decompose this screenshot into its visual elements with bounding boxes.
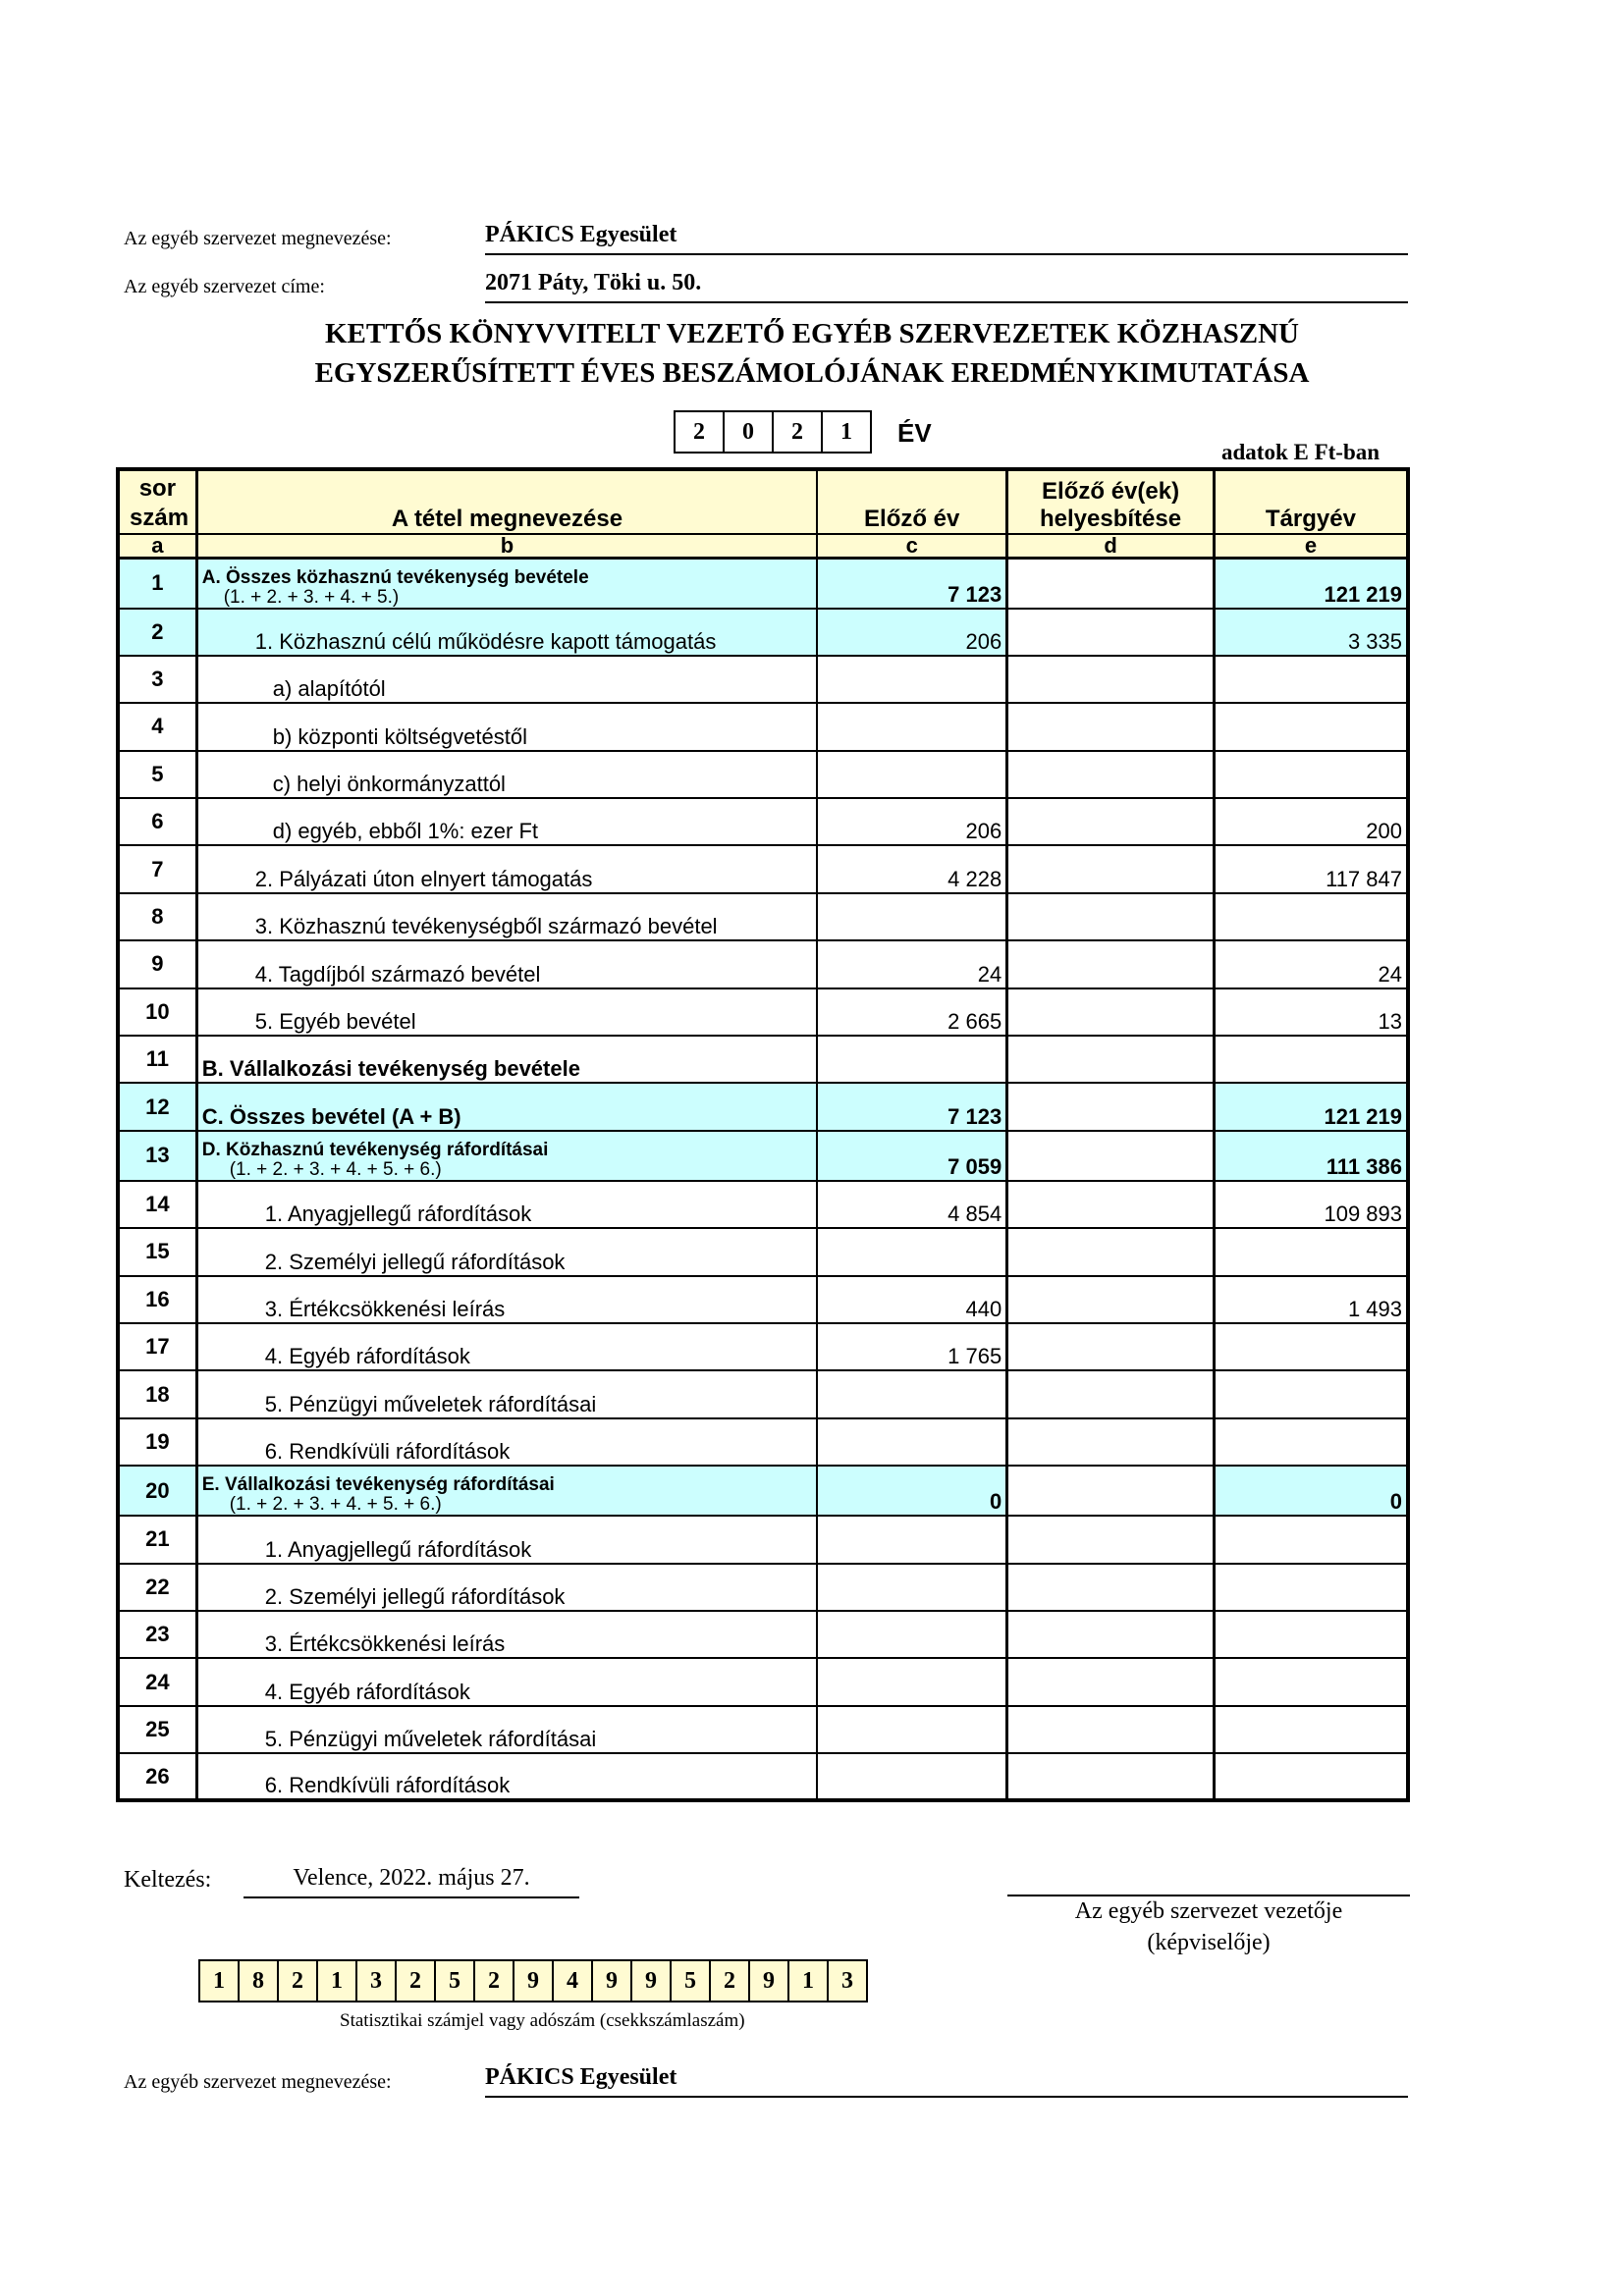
table-row	[118, 1036, 1408, 1083]
stat-digit: 2	[277, 1959, 318, 2002]
stat-digit: 2	[473, 1959, 514, 2002]
col-header-row-number: sor szám	[118, 469, 196, 534]
amount-previous-year	[817, 1564, 1007, 1611]
page-title-line1: KETTŐS KÖNYVVITELT VEZETŐ EGYÉB SZERVEZETEK KÖZHASZNÚ	[324, 318, 1300, 349]
row-label: 2. Személyi jellegű ráfordítások	[196, 1564, 817, 1611]
row-number: 11	[118, 1036, 196, 1083]
stat-digit: 9	[591, 1959, 632, 2002]
amount-previous-year: 7 123	[817, 559, 1007, 609]
table-row	[118, 1228, 1408, 1275]
stat-digit: 9	[630, 1959, 672, 2002]
footer-org-name-value: PÁKICS Egyesület	[485, 2064, 1408, 2098]
row-label-formula: (1. + 2. + 3. + 4. + 5. + 6.)	[229, 1494, 442, 1516]
amount-previous-year	[817, 1370, 1007, 1417]
row-label-main: E. Vállalkozási tevékenység ráfordításai	[201, 1474, 555, 1496]
row-label: 6. Rendkívüli ráfordítások	[196, 1418, 817, 1466]
row-number: 5	[118, 751, 196, 798]
row-number: 7	[118, 845, 196, 892]
amount-correction	[1007, 1370, 1215, 1417]
row-label: 1. Anyagjellegű ráfordítások	[196, 1181, 817, 1228]
row-number: 2	[118, 609, 196, 656]
amount-current-year	[1214, 1564, 1408, 1611]
signature-caption-1: Az egyéb szervezet vezetője	[1074, 1898, 1343, 1924]
table-row	[118, 1753, 1408, 1800]
row-number: 8	[118, 893, 196, 940]
stat-digit: 9	[513, 1959, 554, 2002]
col-header-item-name: A tétel megnevezése	[196, 469, 817, 534]
stat-digit: 2	[709, 1959, 750, 2002]
table-row	[118, 656, 1408, 703]
year-digit: 2	[772, 410, 823, 454]
amount-current-year	[1214, 1418, 1408, 1466]
amount-correction	[1007, 703, 1215, 750]
stat-digit: 2	[395, 1959, 436, 2002]
year-boxes	[674, 410, 870, 454]
table-row	[118, 703, 1408, 750]
amount-previous-year	[817, 1036, 1007, 1083]
amount-previous-year	[817, 1706, 1007, 1753]
table-row	[118, 559, 1408, 609]
table-row	[118, 1181, 1408, 1228]
amount-current-year	[1214, 1706, 1408, 1753]
row-number: 18	[118, 1370, 196, 1417]
row-label: 1. Közhasznú célú működésre kapott támogatás	[196, 609, 817, 656]
row-label	[196, 559, 817, 609]
table-row	[118, 798, 1408, 845]
table-row	[118, 1131, 1408, 1181]
amount-current-year	[1214, 751, 1408, 798]
table-row	[118, 1276, 1408, 1323]
amount-current-year: 111 386	[1214, 1131, 1408, 1181]
amount-previous-year	[817, 1516, 1007, 1563]
table-row	[118, 1516, 1408, 1563]
amount-correction	[1007, 1418, 1215, 1466]
amount-correction	[1007, 845, 1215, 892]
row-label: 3. Értékcsökkenési leírás	[196, 1276, 817, 1323]
page-title-line2: EGYSZERŰSÍTETT ÉVES BESZÁMOLÓJÁNAK EREDMÉNYKIMUTATÁSA	[314, 357, 1310, 389]
org-address-value: 2071 Páty, Töki u. 50.	[485, 270, 1408, 303]
amount-previous-year	[817, 703, 1007, 750]
row-number: 19	[118, 1418, 196, 1466]
amount-correction	[1007, 1181, 1215, 1228]
amount-current-year	[1214, 1658, 1408, 1705]
stat-digit: 3	[827, 1959, 868, 2002]
table-row	[118, 940, 1408, 988]
row-number: 9	[118, 940, 196, 988]
year-digit: 2	[674, 410, 725, 454]
row-number: 24	[118, 1658, 196, 1705]
amount-current-year	[1214, 1753, 1408, 1800]
amount-current-year	[1214, 893, 1408, 940]
amount-correction	[1007, 656, 1215, 703]
col-letter: e	[1214, 534, 1408, 559]
row-number: 23	[118, 1611, 196, 1658]
amount-correction	[1007, 751, 1215, 798]
col-header-correction: Előző év(ek) helyesbítése	[1007, 469, 1215, 534]
row-number: 14	[118, 1181, 196, 1228]
amount-current-year: 1 493	[1214, 1276, 1408, 1323]
row-label: C. Összes bevétel (A + B)	[196, 1083, 817, 1130]
row-number: 15	[118, 1228, 196, 1275]
row-number: 3	[118, 656, 196, 703]
table-row	[118, 1418, 1408, 1466]
amount-current-year: 109 893	[1214, 1181, 1408, 1228]
date-value: Velence, 2022. május 27.	[244, 1865, 579, 1898]
row-label	[196, 1131, 817, 1181]
amount-correction	[1007, 1036, 1215, 1083]
amount-correction	[1007, 1466, 1215, 1516]
amount-previous-year: 7 123	[817, 1083, 1007, 1130]
amount-current-year: 13	[1214, 988, 1408, 1036]
amount-correction	[1007, 1706, 1215, 1753]
amount-correction	[1007, 559, 1215, 609]
table-row	[118, 1466, 1408, 1516]
amount-correction	[1007, 1564, 1215, 1611]
row-label: 3. Értékcsökkenési leírás	[196, 1611, 817, 1658]
amount-previous-year	[817, 1611, 1007, 1658]
table-row	[118, 1706, 1408, 1753]
row-number: 4	[118, 703, 196, 750]
row-label-main: A. Összes közhasznú tevékenység bevétele	[201, 566, 589, 588]
table-row	[118, 1564, 1408, 1611]
amount-previous-year: 0	[817, 1466, 1007, 1516]
row-label: 5. Egyéb bevétel	[196, 988, 817, 1036]
row-label: 3. Közhasznú tevékenységből származó bevétel	[196, 893, 817, 940]
amount-current-year	[1214, 1516, 1408, 1563]
amount-previous-year: 2 665	[817, 988, 1007, 1036]
row-label: b) központi költségvetéstől	[196, 703, 817, 750]
row-label: c) helyi önkormányzattól	[196, 751, 817, 798]
amount-correction	[1007, 1083, 1215, 1130]
row-label: 6. Rendkívüli ráfordítások	[196, 1753, 817, 1800]
stat-digit: 1	[198, 1959, 240, 2002]
amount-correction	[1007, 1228, 1215, 1275]
date-label: Keltezés:	[124, 1867, 212, 1893]
amount-previous-year: 206	[817, 609, 1007, 656]
row-number: 22	[118, 1564, 196, 1611]
amount-previous-year: 4 228	[817, 845, 1007, 892]
amount-previous-year: 24	[817, 940, 1007, 988]
org-address-label: Az egyéb szervezet címe:	[124, 276, 325, 297]
table-row	[118, 845, 1408, 892]
row-label: d) egyéb, ebből 1%: ezer Ft	[196, 798, 817, 845]
table-row	[118, 609, 1408, 656]
amount-current-year: 24	[1214, 940, 1408, 988]
table-row	[118, 1323, 1408, 1370]
table-row	[118, 893, 1408, 940]
amount-correction	[1007, 1753, 1215, 1800]
year-label: ÉV	[897, 418, 932, 448]
table-row	[118, 1083, 1408, 1130]
amount-correction	[1007, 1323, 1215, 1370]
row-number: 10	[118, 988, 196, 1036]
footer-org-name-label: Az egyéb szervezet megnevezése:	[124, 2071, 392, 2093]
amount-current-year	[1214, 1036, 1408, 1083]
table-row	[118, 1658, 1408, 1705]
year-digit: 0	[723, 410, 774, 454]
row-number: 21	[118, 1516, 196, 1563]
org-name-label: Az egyéb szervezet megnevezése:	[124, 228, 392, 249]
amount-previous-year	[817, 656, 1007, 703]
stat-digit: 4	[552, 1959, 593, 2002]
row-label: 5. Pénzügyi műveletek ráfordításai	[196, 1706, 817, 1753]
amount-correction	[1007, 1276, 1215, 1323]
amount-current-year: 121 219	[1214, 559, 1408, 609]
amount-previous-year: 1 765	[817, 1323, 1007, 1370]
row-number: 6	[118, 798, 196, 845]
row-label: 1. Anyagjellegű ráfordítások	[196, 1516, 817, 1563]
row-number: 17	[118, 1323, 196, 1370]
signature-line	[1007, 1895, 1410, 1896]
stat-digit: 5	[434, 1959, 475, 2002]
row-label-formula: (1. + 2. + 3. + 4. + 5. + 6.)	[229, 1158, 442, 1180]
amount-current-year	[1214, 703, 1408, 750]
stat-digit: 1	[316, 1959, 357, 2002]
stat-digit: 9	[748, 1959, 789, 2002]
row-label: 2. Személyi jellegű ráfordítások	[196, 1228, 817, 1275]
row-number: 20	[118, 1466, 196, 1516]
amount-correction	[1007, 1658, 1215, 1705]
row-number: 25	[118, 1706, 196, 1753]
amount-correction	[1007, 988, 1215, 1036]
table-header-row	[118, 469, 1408, 534]
year-digit: 1	[821, 410, 872, 454]
row-number: 16	[118, 1276, 196, 1323]
org-name-value: PÁKICS Egyesület	[485, 222, 1408, 255]
table-row	[118, 751, 1408, 798]
row-label-main: D. Közhasznú tevékenység ráfordításai	[201, 1139, 549, 1160]
row-number: 13	[118, 1131, 196, 1181]
stat-caption: Statisztikai számjel vagy adószám (csekkszámlaszám)	[340, 2010, 745, 2031]
stat-number-boxes	[198, 1959, 866, 2002]
stat-digit: 3	[355, 1959, 397, 2002]
signature-caption-2: (képviselője)	[1147, 1930, 1271, 1955]
row-label: a) alapítótól	[196, 656, 817, 703]
row-label: B. Vállalkozási tevékenység bevétele	[196, 1036, 817, 1083]
col-letter: b	[196, 534, 817, 559]
stat-digit: 5	[670, 1959, 711, 2002]
table-row	[118, 988, 1408, 1036]
amount-previous-year: 7 059	[817, 1131, 1007, 1181]
amount-current-year	[1214, 1611, 1408, 1658]
table-row	[118, 1611, 1408, 1658]
amount-previous-year	[817, 1228, 1007, 1275]
amount-correction	[1007, 798, 1215, 845]
amount-previous-year: 440	[817, 1276, 1007, 1323]
amount-correction	[1007, 1131, 1215, 1181]
amount-current-year: 121 219	[1214, 1083, 1408, 1130]
table-row	[118, 1370, 1408, 1417]
amount-current-year: 117 847	[1214, 845, 1408, 892]
amount-previous-year: 4 854	[817, 1181, 1007, 1228]
amount-previous-year	[817, 1753, 1007, 1800]
row-number: 1	[118, 559, 196, 609]
row-label	[196, 1466, 817, 1516]
table-body	[118, 559, 1408, 1801]
col-header-current-year: Tárgyév	[1214, 469, 1408, 534]
amount-correction	[1007, 1611, 1215, 1658]
col-letter: d	[1007, 534, 1215, 559]
amount-current-year	[1214, 656, 1408, 703]
amount-previous-year	[817, 893, 1007, 940]
amount-previous-year	[817, 1418, 1007, 1466]
amount-current-year: 3 335	[1214, 609, 1408, 656]
income-statement-table	[116, 467, 1410, 1802]
amount-previous-year	[817, 751, 1007, 798]
amount-correction	[1007, 609, 1215, 656]
row-label: 4. Egyéb ráfordítások	[196, 1658, 817, 1705]
amount-current-year	[1214, 1323, 1408, 1370]
row-number: 26	[118, 1753, 196, 1800]
stat-digit: 8	[238, 1959, 279, 2002]
amount-previous-year: 206	[817, 798, 1007, 845]
amount-previous-year	[817, 1658, 1007, 1705]
row-number: 12	[118, 1083, 196, 1130]
amount-correction	[1007, 940, 1215, 988]
amount-correction	[1007, 1516, 1215, 1563]
amount-current-year	[1214, 1370, 1408, 1417]
amount-current-year: 0	[1214, 1466, 1408, 1516]
amount-current-year	[1214, 1228, 1408, 1275]
table-subheader-row	[118, 534, 1408, 559]
col-letter: a	[118, 534, 196, 559]
stat-digit: 1	[787, 1959, 829, 2002]
row-label-formula: (1. + 2. + 3. + 4. + 5.)	[223, 586, 400, 608]
amount-current-year: 200	[1214, 798, 1408, 845]
col-letter: c	[817, 534, 1007, 559]
row-label: 4. Tagdíjból származó bevétel	[196, 940, 817, 988]
col-header-previous-year: Előző év	[817, 469, 1007, 534]
row-label: 5. Pénzügyi műveletek ráfordításai	[196, 1370, 817, 1417]
row-label: 2. Pályázati úton elnyert támogatás	[196, 845, 817, 892]
row-label: 4. Egyéb ráfordítások	[196, 1323, 817, 1370]
units-note: adatok E Ft-ban	[1221, 440, 1380, 464]
amount-correction	[1007, 893, 1215, 940]
